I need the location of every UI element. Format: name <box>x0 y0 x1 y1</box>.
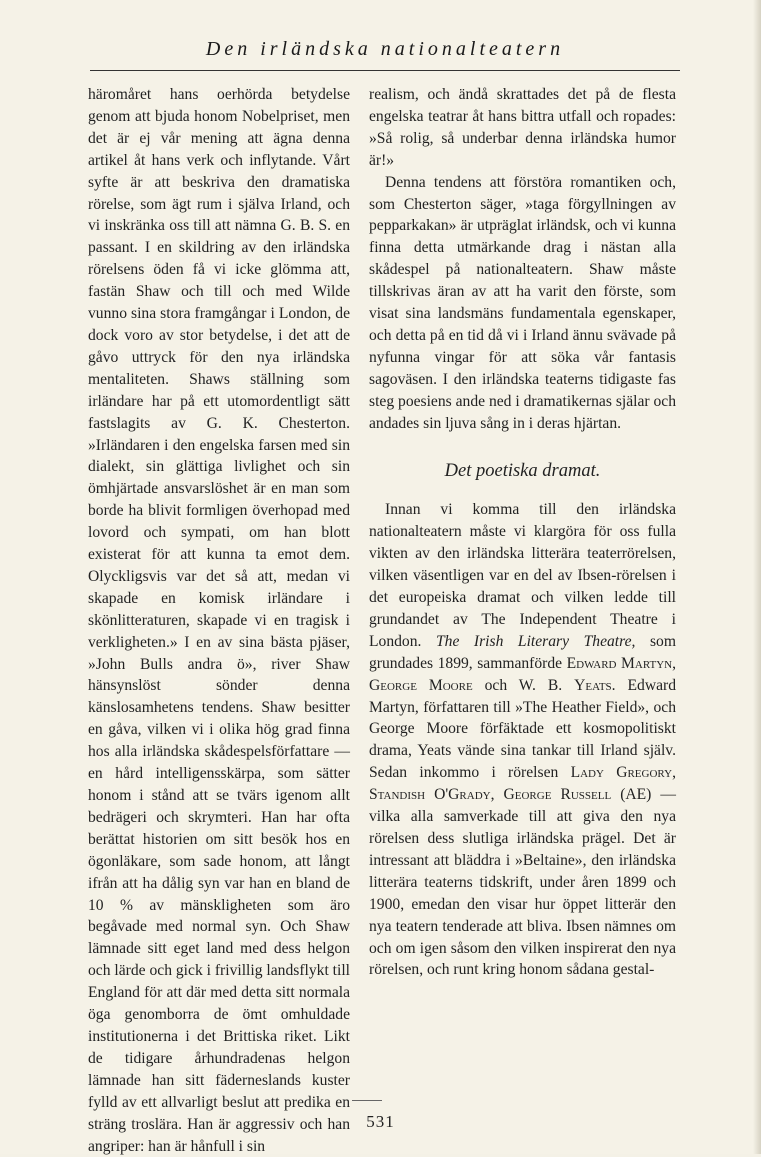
smallcaps-names-2: Lady Gregory, Standish O'Grady, George Russell <box>369 764 676 804</box>
right-paragraph-1: realism, och ändå skrattades det på de flesta engelska teatrar åt hans bittra utfall och ropades: »Så rolig, så underbar denna irländska humor är!» <box>369 86 676 169</box>
p3-text-i: (AE) — vilka alla samverkade till att giva den nya rörelsen dess slutliga irländska prägel. Det är intressant att bläddra i »Beltaine», den irländska litterära teaterns tidskrift, under åren 1899 och 1900, emedan den visar hur öppet litterär den nya teatern tenderade att bliva. Ibsen nämnes om och om igen såsom den vilken inspirerat den nya rörelsen, och runt kring honom sådana gestal- <box>369 786 676 979</box>
smallcaps-names-1: Edward Martyn, George Moore <box>369 654 676 694</box>
footer-rule <box>352 1100 382 1101</box>
smallcaps-yeats: Yeats <box>574 676 612 694</box>
page-edge-shadow <box>753 0 761 1154</box>
running-title: Den irländska nationalteatern <box>205 38 565 60</box>
p3-text-e: och W. B. <box>472 676 575 694</box>
right-paragraph-3 <box>369 499 676 981</box>
section-subheading: Det poetiska dramat. <box>444 460 601 481</box>
right-column <box>369 84 676 981</box>
p3-text-c: som grundades 1899, sammanförde <box>369 632 676 672</box>
left-column-paragraph: häromåret hans oerhörda betydelse genom att bjuda honom Nobelpriset, men det är ej vår mening att ägna denna artikel åt hans verk och inflytande. Vårt syfte är att beskriva den dramatiska rörelse, som ägt rum i själva Irland, och vi inskränka oss till att nämna G. B. S. en passant. I en skildring av den irländska rörelsens öden få vi icke glömma att, fastän Shaw och till och med Wilde vunno sina stora framgångar i London, de dock voro av stor betydelse, i det att de gåvo uttryck för den nya irländska mentaliteten. Shaws ställning som irländare har på ett utomordentligt sätt fastslagits av G. K. Chesterton. »Irländaren i den engelska farsen med sin dialekt, sin glättiga livlighet och sin ömhjärtade ansvarslöshet är en man som borde ha blivit formligen överhopad med lovord och sympati, om han blott existerat för att kunna ta emot dem. Olyckligsvis var det så att, medan vi skapade en komisk irländare i skönlitteraturen, skapade vi en tragisk i verkligheten.» I en av sina bästa pjäser, »John Bulls andra ö», river Shaw hänsynslöst sönder denna känslosamhetens tendens. Shaw besitter en gåva, vilken vi i olika hög grad finna hos alla irländska skådespelsförfattare — en hård intelligensskärpa, som sätter honom i stånd att se tvärs igenom allt bedrägeri och skrymteri. Han har ofta berättat historien om sitt besök hos en ögonläkare, som sade honom, att långt ifrån att ha dålig syn var han en bland de 10 % av mänskligheten som äro begåvade med normal syn. Och Shaw lämnade sitt eget land med dess helgon och lärde och gick i frivillig landsflykt till England för att där med detta sitt normala öga genomborra de ömt omhuldade institutionerna i det Brittiska riket. Likt de tidigare århundradenas helgon lämnade han sitt fäderneslands kuster fylld av ett allvarligt beslut att predika en sträng troslära. Han är aggressiv och han angriper: han är hånfull i sin <box>88 86 351 1155</box>
page-number: 531 <box>366 1112 395 1131</box>
left-column <box>88 84 350 1157</box>
journal-title-irish-literary-theatre: The Irish Literary Theatre, <box>435 632 636 650</box>
p3-text-a: Innan vi komma till den irländska nationalteatern måste vi klargöra för oss fulla vikten av den irländska litterära teaterrörelsen, vilken väsentligen var en del av Ibsen-rörelsen i det europeiska dramat och vilken ledde till grundandet av The Independent Theatre i London. <box>369 501 676 650</box>
header-rule <box>90 70 680 71</box>
p3-text-g: . Edward Martyn, författaren till »The Heather Field», och George Moore förfäktade ett kosmopolitiskt drama, Yeats vände sina tankar till Irland själv. Sedan inkommo i rörelsen <box>369 676 676 782</box>
right-paragraph-2: Denna tendens att förstöra romantiken och, som Chesterton säger, »taga förgyllningen av pepparkakan» är utpräglat irländsk, och vi kunna finna detta utmärkande drag i nästan alla skådespel på nationalteatern. Shaw måste tillskrivas äran av att ha varit den förste, som visat sina landsmäns fundamentala egenskaper, och detta på en tid då vi i Irland ännu svävade på nyfunna vingar för att söka vår fantasis sagoväsen. I den irländska teaterns tidigaste fas steg poesiens ande ned i dramatikernas själar och andades sin ljuva sång in i deras hjärtan. <box>369 173 677 432</box>
